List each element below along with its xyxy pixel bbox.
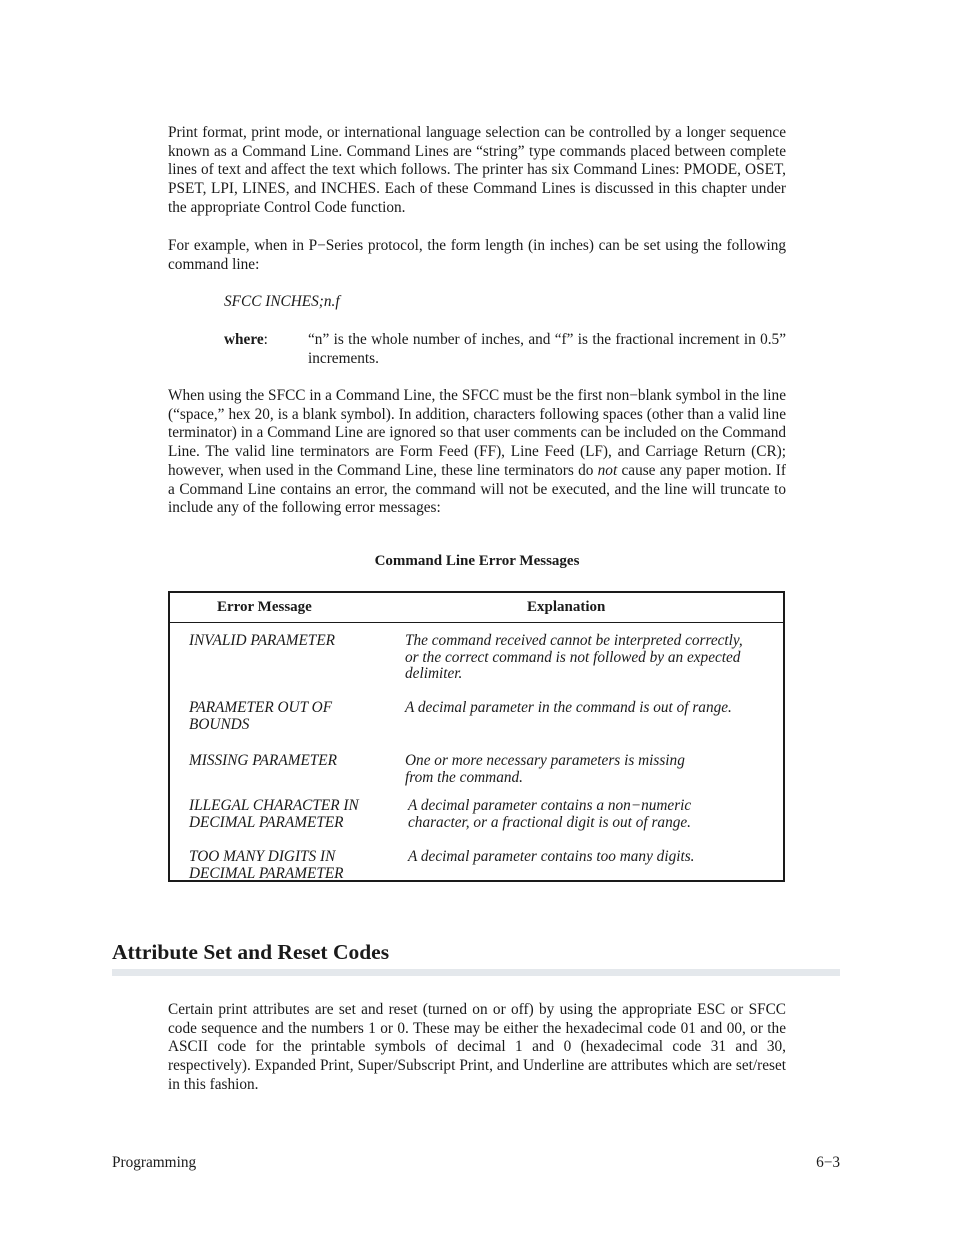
row-5-message: TOO MANY DIGITS IN DECIMAL PARAMETER bbox=[189, 848, 344, 882]
where-colon: : bbox=[263, 331, 268, 348]
example-paragraph: For example, when in P−Series protocol, the form length (in inches) can be set using the following command line: bbox=[168, 237, 786, 273]
table-caption: Command Line Error Messages bbox=[374, 553, 580, 569]
row-1-message: INVALID PARAMETER bbox=[189, 632, 336, 649]
footer-page-number: 6−3 bbox=[816, 1154, 840, 1171]
row-4-message: ILLEGAL CHARACTER IN DECIMAL PARAMETER bbox=[189, 797, 359, 831]
row-1-explanation: The command received cannot be interpreted correctly, or the correct command is not followed by an expected delimiter. bbox=[405, 632, 743, 683]
intro-paragraph: Print format, print mode, or international language selection can be controlled by a longer sequence known as a Command Line. Command Lines are “string” type commands placed between complete lines of text and affect the text which follows. The printer has six Command Lines: PMODE, OSET, PSET, LPI, LINES, and INCHES. Each of these Command Lines is discussed in this chapter under the appropriate Control Code function. bbox=[168, 124, 786, 216]
header-divider bbox=[170, 622, 783, 623]
error-messages-table bbox=[168, 591, 785, 882]
row-5-explanation: A decimal parameter contains too many digits. bbox=[408, 848, 695, 865]
column-header-explanation: Explanation bbox=[527, 599, 606, 615]
where-label bbox=[224, 331, 268, 349]
sfcc-text-part1: When using the SFCC in a Command Line, the SFCC must be the first non−blank symbol in the line (“space,” hex 20, is a blank symbol). In addition, characters following spaces (other than a valid line terminator) in a Command Line are ignored so that user comments can be included on the Command Line. The valid line terminators are Form Feed (FF), Line Feed (LF), and Carriage Return (CR); however, when used in the Command Line, these line terminators do bbox=[168, 387, 786, 479]
sfcc-text-part2: cause any paper motion. If a Command Line contains an error, the command will not be executed, and the line will truncate to include any of the following error messages: bbox=[168, 461, 786, 517]
command-example: SFCC INCHES;n.f bbox=[224, 293, 340, 310]
sfcc-emphasis: not bbox=[597, 461, 618, 479]
column-header-error-message: Error Message bbox=[217, 599, 312, 615]
section-body-paragraph: Certain print attributes are set and reset (turned on or off) by using the appropriate ESC or SFCC code sequence and the numbers 1 or 0. These may be either the hexadecimal code 01 and 00, or the ASCII code for the printable symbols of decimal 1 and 0 (hexadecimal code 31 and 30, respectively). Expanded Print, Super/Subscript Print, and Underline are attributes which are set/reset in this fashion. bbox=[168, 1001, 786, 1093]
section-heading: Attribute Set and Reset Codes bbox=[112, 940, 390, 964]
row-2-message: PARAMETER OUT OF BOUNDS bbox=[189, 699, 333, 733]
row-3-explanation: One or more necessary parameters is missing from the command. bbox=[405, 752, 685, 786]
where-definition: “n” is the whole number of inches, and “f” is the fractional increment in 0.5” increments. bbox=[308, 331, 786, 367]
row-3-message: MISSING PARAMETER bbox=[189, 752, 337, 769]
section-heading-rule bbox=[112, 969, 840, 976]
sfcc-paragraph bbox=[168, 387, 786, 518]
footer-chapter-name: Programming bbox=[112, 1154, 197, 1171]
where-word: where bbox=[224, 331, 264, 348]
row-2-explanation: A decimal parameter in the command is out of range. bbox=[405, 699, 732, 716]
row-4-explanation: A decimal parameter contains a non−numeric character, or a fractional digit is out of range. bbox=[408, 797, 692, 831]
